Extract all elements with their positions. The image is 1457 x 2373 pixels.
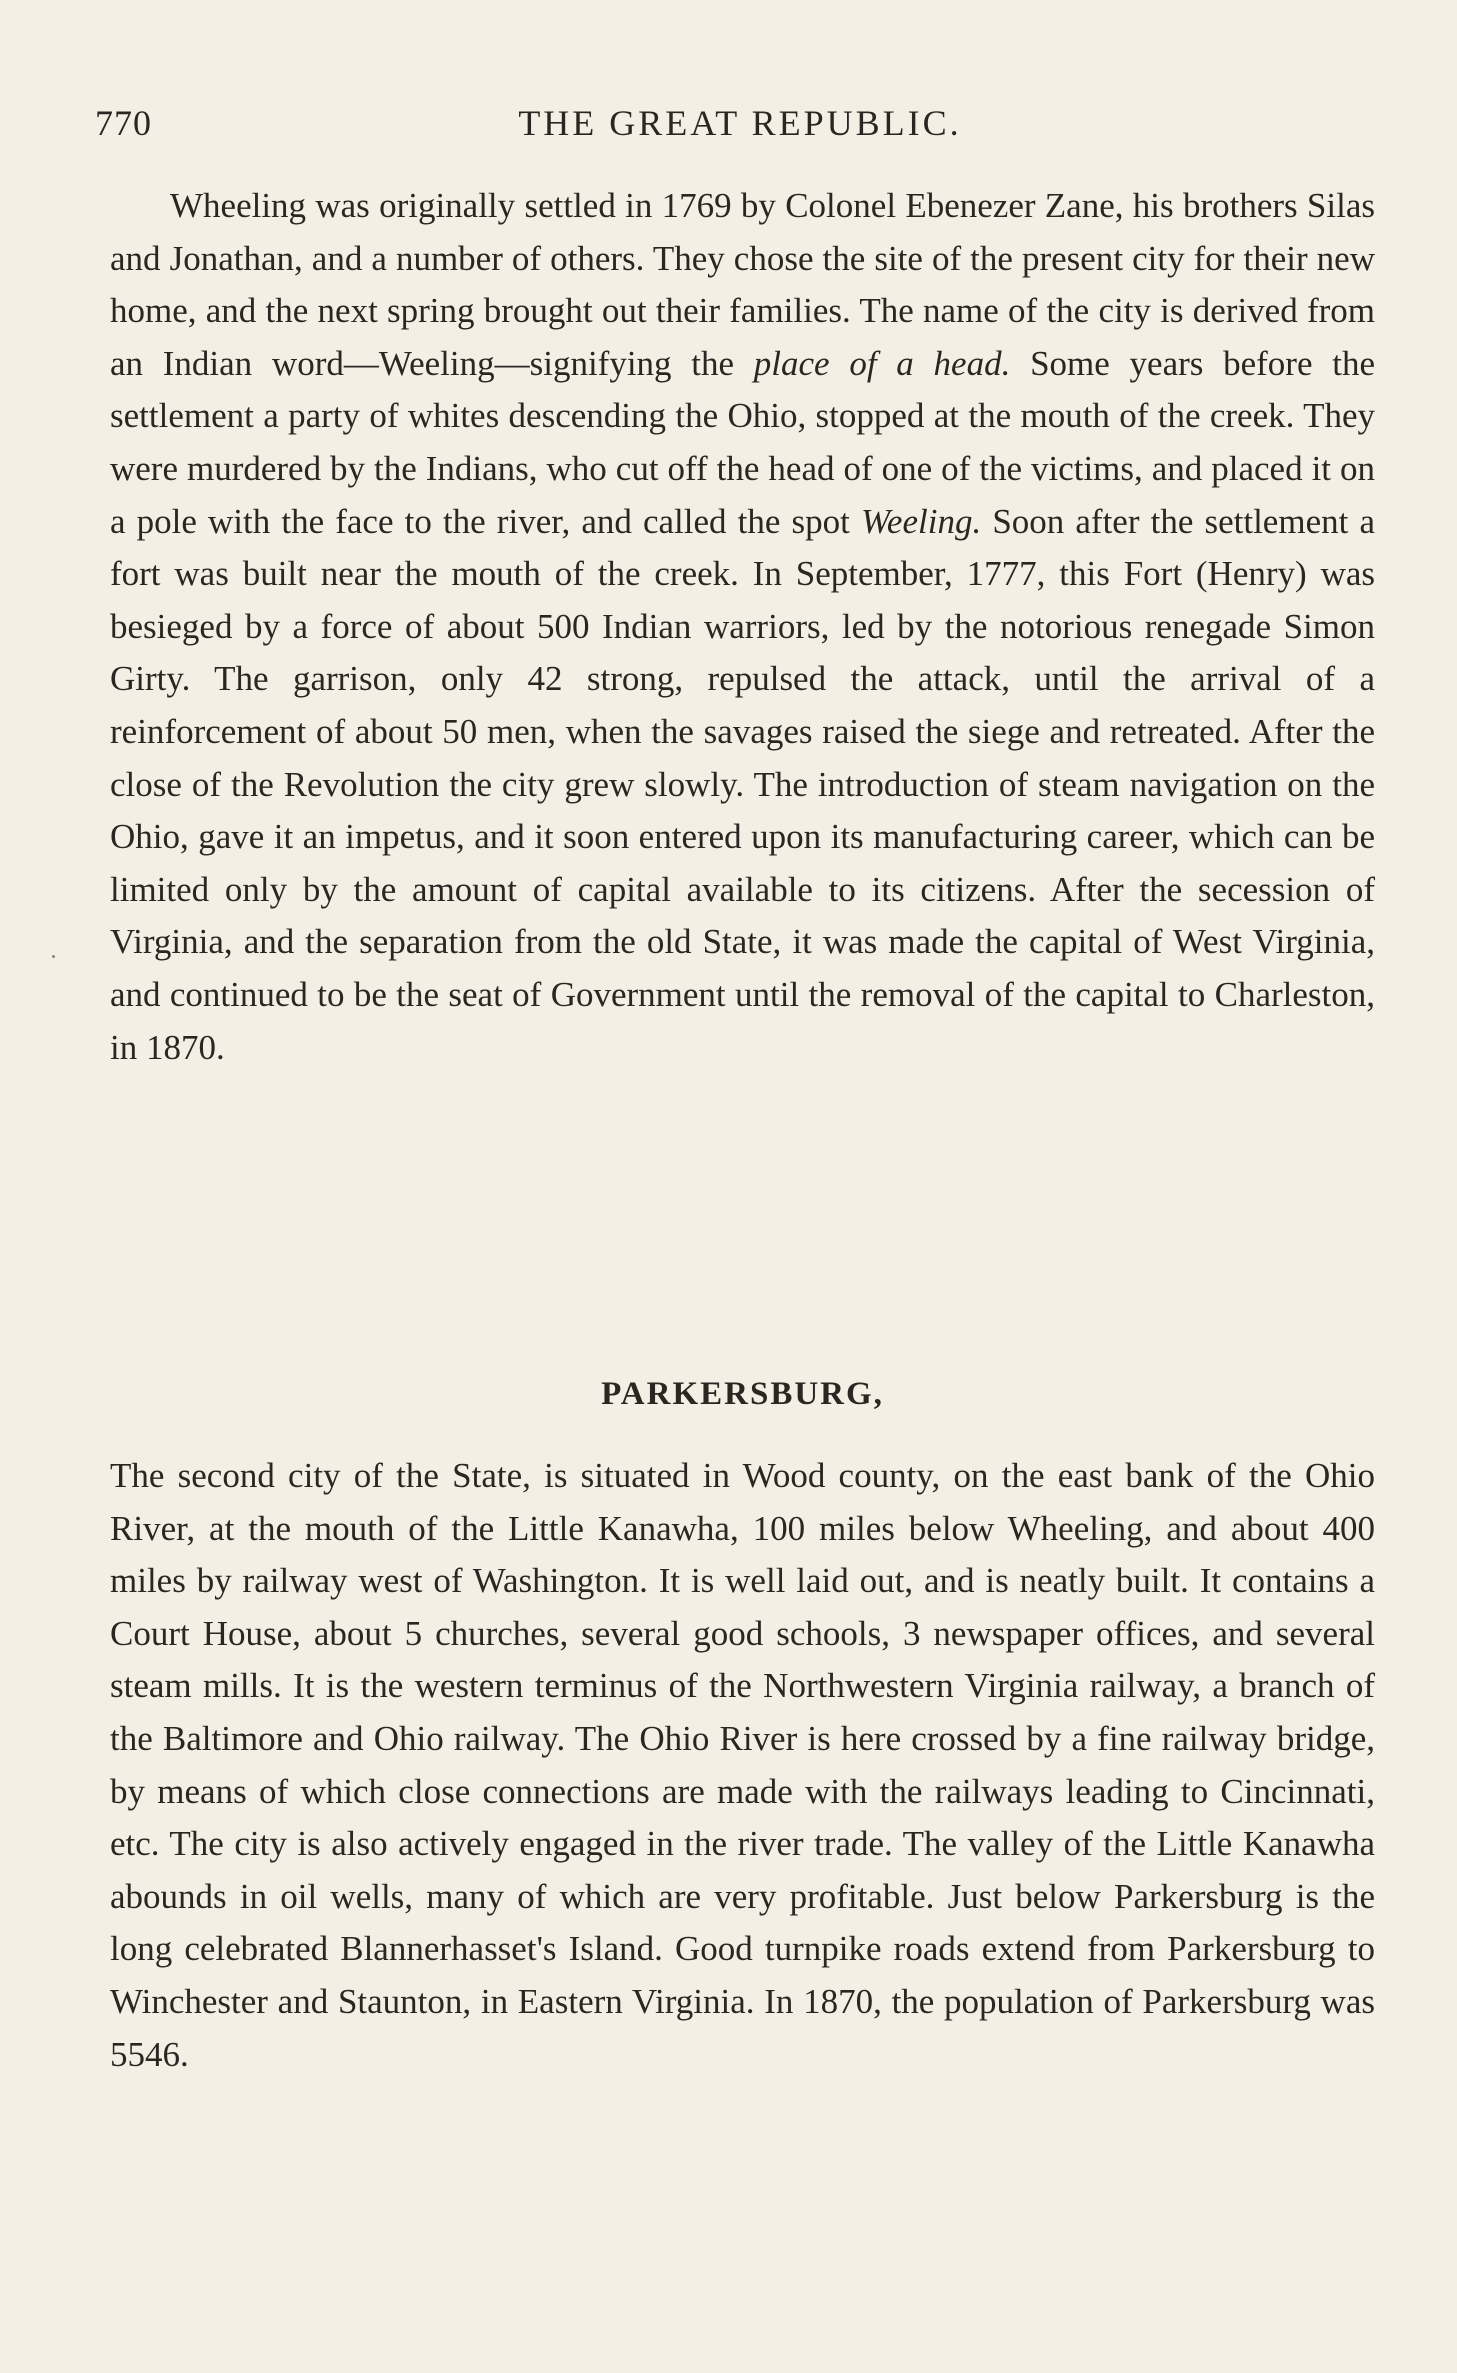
wheeling-rest-text: Soon after the settlement a fort was built near the mouth of the creek. In September, 1777, this Fort (Henry) was besieged by a force of about 500 Indian warriors, led by the notorious renegade Simon Girty. The garrison, only 42 strong, repulsed the attack, until the arrival of a reinforcement of about 50 men, when the savages raised the siege and retreated. After the close of the Revolution the city grew slowly. The introduction of steam navigation on the Ohio, gave it an impetus, and it soon entered upon its manufacturing career, which can be limited only by the amount of capital available to its citizens. After the secession of Virginia, and the separation from the old State, it was made the capital of West Virginia, and continued to be the seat of Government until the removal of the capital to Charleston, in 1870. bbox=[110, 501, 1375, 1067]
section-heading-parkersburg: PARKERSBURG, bbox=[601, 1376, 884, 1412]
wheeling-paragraph bbox=[110, 180, 1375, 1074]
wheeling-meaning-italic: place of a head. bbox=[753, 343, 1011, 383]
wheeling-intro-text: Wheeling was originally settled in 1769 by Colonel Ebenezer Zane, his brothers Silas and Jonathan, and a number of others. They chose the site of the present city for their new home, and the next spring brought out their families. The name of the city is derived from an Indian word—Weeling—signifying the bbox=[110, 186, 1375, 383]
wheeling-spot-italic: Weeling. bbox=[860, 501, 982, 541]
margin-speck bbox=[52, 955, 55, 958]
page-number: 770 bbox=[95, 103, 152, 143]
wheeling-middle-text: Some years before the settlement a party of whites descending the Ohio, stopped at the mouth of the creek. They were murdered by the Indians, who cut off the head of one of the victims, and placed it on a pole with the face to the river, and called the spot bbox=[110, 343, 1375, 541]
page-header bbox=[95, 102, 1385, 152]
parkersburg-paragraph: The second city of the State, is situated in Wood county, on the east bank of the Ohio River, at the mouth of the Little Kanawha, 100 miles below Wheeling, and about 400 miles by railway west of Washington. It is well laid out, and is neatly built. It contains a Court House, about 5 churches, several good schools, 3 newspaper offices, and several steam mills. It is the western terminus of the Northwestern Virginia railway, a branch of the Baltimore and Ohio railway. The Ohio River is here crossed by a fine railway bridge, by means of which close connections are made with the railways leading to Cincinnati, etc. The city is also actively engaged in the river trade. The valley of the Little Kanawha abounds in oil wells, many of which are very profitable. Just below Parkersburg is the long celebrated Blannerhasset's Island. Good turnpike roads extend from Parkersburg to Winchester and Staunton, in Eastern Virginia. In 1870, the population of Parkersburg was 5546. bbox=[110, 1456, 1375, 2074]
running-title: THE GREAT REPUBLIC. bbox=[518, 103, 962, 143]
